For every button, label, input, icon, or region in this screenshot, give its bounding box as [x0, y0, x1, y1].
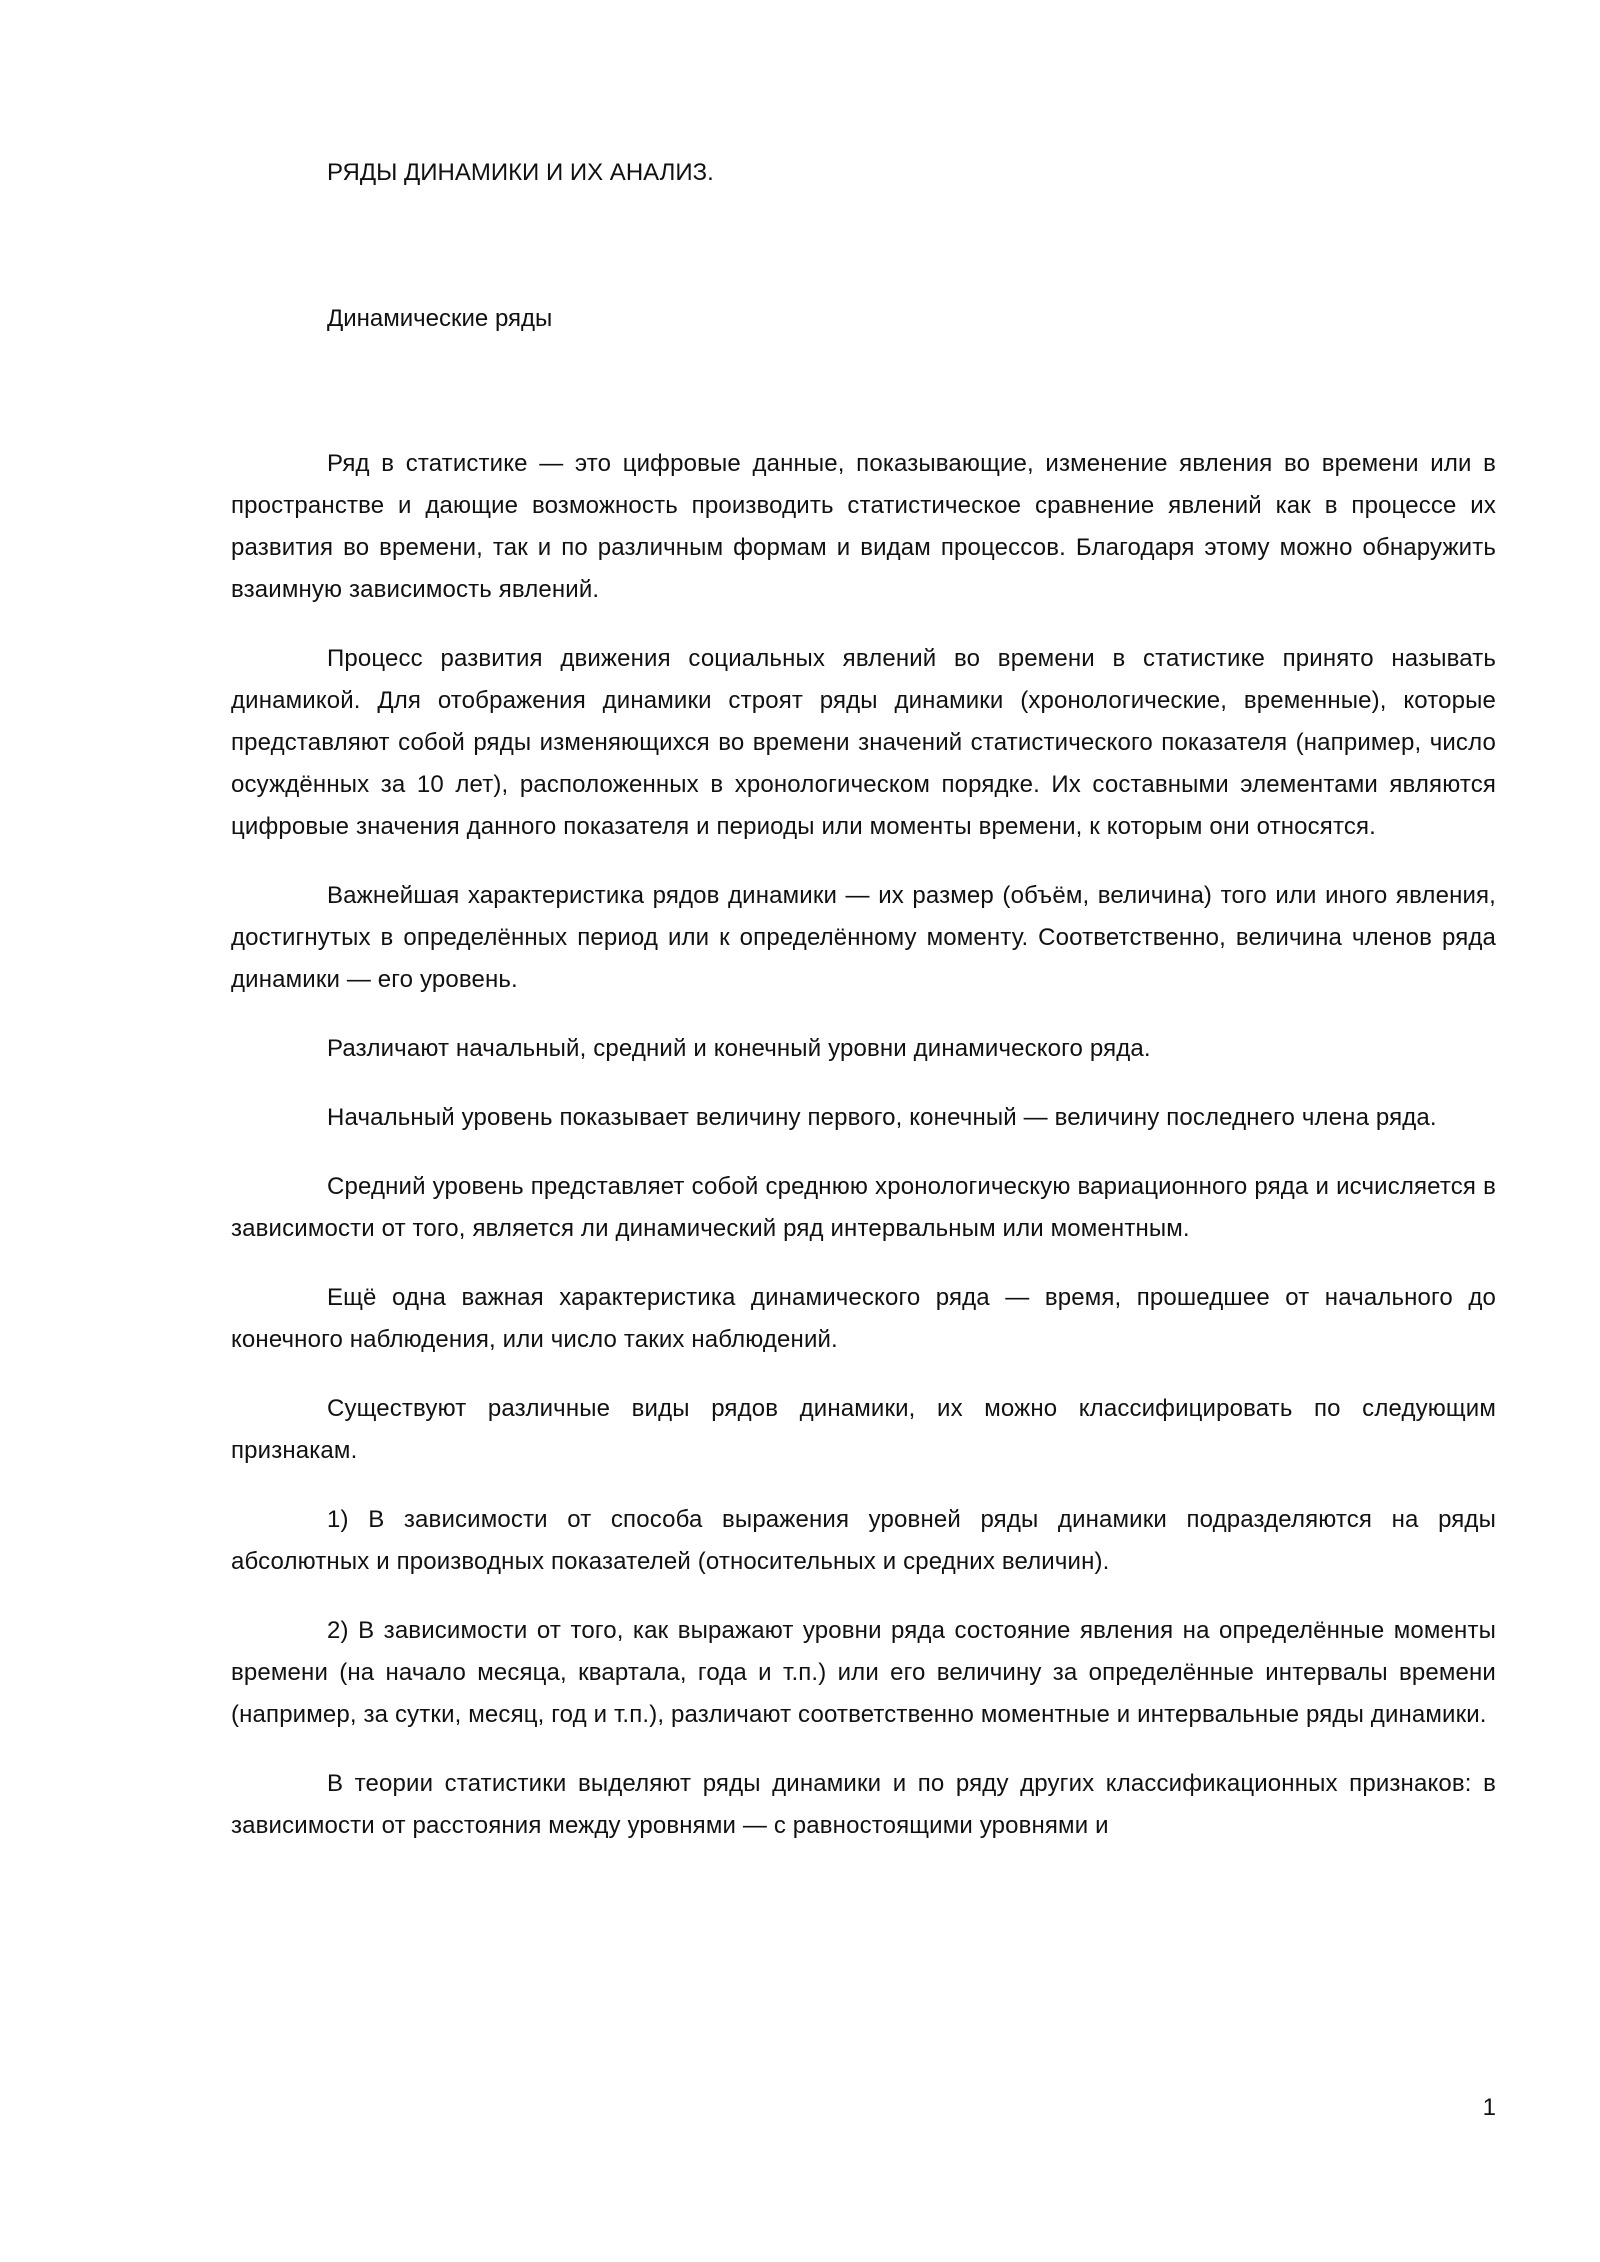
paragraph-time-characteristic: Ещё одна важная характеристика динамического ряда — время, прошедшее от начального до конечного наблюдения, или число таких наблюдений.	[231, 1284, 1496, 1353]
paragraph-classification-item-1: 1) В зависимости от способа выражения уровней ряды динамики подразделяются на ряды абсолютных и производных показателей (относительных и средних величин).	[231, 1506, 1496, 1575]
paragraph-theory: В теории статистики выделяют ряды динамики и по ряду других классификационных признаков: в зависимости от расстояния между уровнями — с равностоящими уровнями и	[231, 1770, 1496, 1839]
section-heading: Динамические ряды	[327, 305, 553, 332]
paragraph-classification-item-2: 2) В зависимости от того, как выражают уровни ряда состояние явления на определённые моменты времени (на начало месяца, квартала, года и т.п.) или его величину за определённые интервалы времени (например, за сутки, месяц, год и т.п.), различают соответственно моментные и интервальные ряды динамики.	[231, 1617, 1496, 1728]
paragraph-classification: Существуют различные виды рядов динамики, их можно классифицировать по следующим признакам.	[231, 1395, 1496, 1464]
body-text	[231, 443, 1496, 1874]
paragraph-dynamics: Процесс развития движения социальных явлений во времени в статистике принято называть динамикой. Для отображения динамики строят ряды динамики (хронологические, временные), которые представляют собой ряды изменяющихся во времени значений статистического показателя (например, число осуждённых за 10 лет), расположенных в хронологическом порядке. Их составными элементами являются цифровые значения данного показателя и периоды или моменты времени, к которым они относятся.	[231, 645, 1496, 840]
paragraph-levels: Различают начальный, средний и конечный уровни динамического ряда.	[327, 1035, 1151, 1062]
page-number: 1	[1482, 2094, 1496, 2121]
paragraph-definition: Ряд в статистике — это цифровые данные, показывающие, изменение явления во времени или в пространстве и дающие возможность производить статистическое сравнение явлений как в процессе их развития во времени, так и по различным формам и видам процессов. Благодаря этому можно обнаружить взаимную зависимость явлений.	[231, 450, 1496, 603]
paragraph-average-level: Средний уровень представляет собой среднюю хронологическую вариационного ряда и исчисляется в зависимости от того, является ли динамический ряд интервальным или моментным.	[231, 1173, 1496, 1242]
document-title: РЯДЫ ДИНАМИКИ И ИХ АНАЛИЗ.	[327, 159, 714, 186]
paragraph-main-characteristic: Важнейшая характеристика рядов динамики — их размер (объём, величина) того или иного явления, достигнутых в определённых период или к определённому моменту. Соответственно, величина членов ряда динамики — его уровень.	[231, 882, 1496, 993]
paragraph-initial-level: Начальный уровень показывает величину первого, конечный — величину последнего члена ряда.	[327, 1104, 1437, 1131]
